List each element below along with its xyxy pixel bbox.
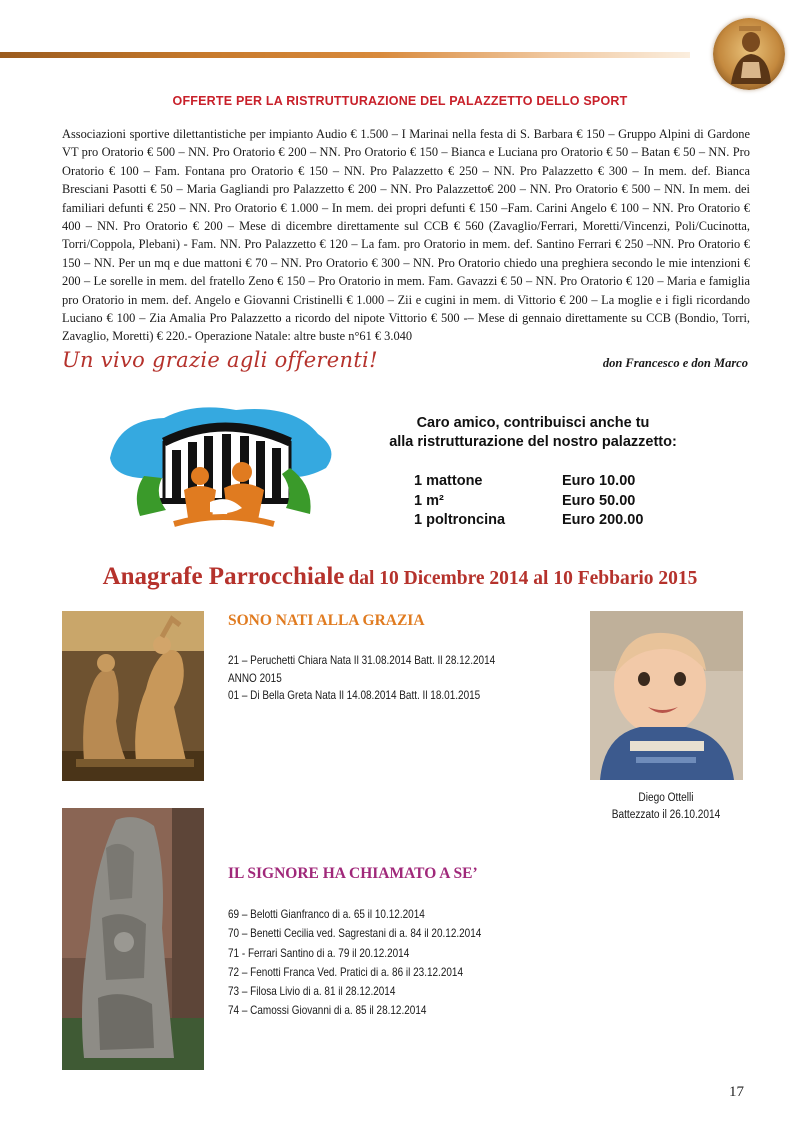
price-item-label: 1 mattone: [414, 473, 483, 489]
price-row: [414, 472, 698, 492]
list-item: 72 – Fenotti Franca Ved. Pratici di a. 86 il 23.12.2014: [228, 965, 464, 979]
list-item: 73 – Filosa Livio di a. 81 il 28.12.2014: [228, 985, 396, 999]
stone-monument-photo-icon: [62, 808, 204, 1070]
offerte-list: Associazioni sportive dilettantistiche per impianto Audio € 1.500 – I Marinai nella festa di S. Barbara € 150 – Gruppo Alpini di Gardone VT pro Oratorio € 500 – NN. Pro Oratorio € 200 – NN. Pro Oratorio € 150 – Bianca e Luciana pro Oratorio € 50 – Batan € 50 – NN. Pro Oratorio € 100 – Fam. Fontana pro Oratorio € 150 – NN. Pro Palazzetto € 250 – NN. Pro Palazzetto € 300 – In mem. def. Bianca Bresciani Pasotti € 50 – Maria Gagliandi pro Palazzetto € 200 – NN. Pro Palazzetto€ 200 – NN. Pro Oratorio € 500 – NN. In mem. dei familiari defunti € 250 – NN. Pro Oratorio € 1.000 – In mem. dei propri defunti € 150 –Fam. Carini Angelo € 100 – NN. Pro Oratorio € 400 – NN. Pro Oratorio € 200 – Mese di dicembre direttamente sul CCB € 560 (Zavaglio/Ferrari, Moretti/Vincenzi, Poli/Cucinotta, Torri/Coppola, Plebani) - Fam. NN. Pro Palazzetto € 120 – La fam. pro Oratorio in mem. def. Santino Ferrari € 250 –NN. Pro Oratorio € 150 – NN. Per un mq e due mattoni € 70 – NN. Pro Oratorio € 300 – NN. Pro Oratorio chiedo una preghiera secondo le mie intenzioni € 200 – Le sorelle in mem. del fratello Zeno € 150 – Pro Oratorio in mem. Fam. Gavazzi € 50 – NN. Pro Oratorio € 120 – Maria e famiglia pro Oratorio in mem. def. Angelo e Giovanni Cristinelli € 1.000 – Zii e cugini in mem. di Vittorio € 200 – La moglie e i figli ricordando Luciano € 100 – Zia Amalia Pro Palazzetto a ricordo del nipote Vittorio € 500 -– Mese di gennaio direttamente su CCB (Bondio, Torri, Zavaglio, Moretti) € 220.- Operazione Natale: altre buste n°61 € 3.040: [62, 127, 750, 344]
baby-caption: [587, 790, 745, 824]
list-item: ANNO 2015: [228, 671, 282, 685]
deaths-title: IL SIGNORE HA CHIAMATO A SE’: [228, 865, 478, 882]
anagrafe-title: Anagrafe Parrocchiale: [102, 563, 345, 590]
baptism-statue-photo-icon: [62, 611, 204, 781]
baby-photo-icon: [590, 611, 743, 780]
page-number: 17: [729, 1084, 744, 1100]
signature: don Francesco e don Marco: [602, 356, 748, 370]
list-item: 70 – Benetti Cecilia ved. Sagrestani di a. 84 il 20.12.2014: [228, 927, 482, 941]
baby-caption-date: Battezzato il 26.10.2014: [611, 809, 721, 821]
anagrafe-heading: [0, 563, 800, 591]
price-row: [414, 492, 698, 512]
list-item: 21 – Peruchetti Chiara Nata Il 31.08.2014 Batt. Il 28.12.2014: [228, 654, 496, 667]
deaths-list: [228, 905, 572, 1021]
price-item-value: Euro 50.00: [562, 492, 636, 509]
price-item-label: 1 m²: [414, 492, 444, 509]
thanks-message: Un vivo grazie agli offerenti!: [62, 348, 378, 372]
price-item-label: 1 poltroncina: [414, 512, 506, 528]
saint-portrait-medallion-icon: [713, 18, 785, 90]
price-item-value: Euro 200.00: [562, 512, 644, 528]
donation-heading-line2: alla ristrutturazione del nostro palazzetto:: [389, 434, 677, 450]
list-item: 69 – Belotti Gianfranco di a. 65 il 10.12.2014: [228, 908, 425, 921]
list-item: 71 - Ferrari Santino di a. 79 il 20.12.2014: [228, 946, 410, 960]
list-item: 01 – Di Bella Greta Nata Il 14.08.2014 Batt. Il 18.01.2015: [228, 689, 481, 702]
births-title: SONO NATI ALLA GRAZIA: [228, 612, 425, 629]
donation-box: [368, 414, 698, 531]
births-list: [228, 652, 589, 705]
donation-heading: [368, 414, 698, 452]
price-item-value: Euro 10.00: [562, 473, 636, 489]
list-item: 74 – Camossi Giovanni di a. 85 il 28.12.2014: [228, 1004, 427, 1018]
offerte-title: OFFERTE PER LA RISTRUTTURAZIONE DEL PALAZZETTO DELLO SPORT: [172, 94, 628, 108]
anagrafe-period: dal 10 Dicembre 2014 al 10 Febbario 2015: [348, 568, 698, 589]
palazzetto-logo-icon: [104, 398, 340, 534]
baby-caption-name: Diego Ottelli: [638, 792, 694, 804]
donation-price-list: [414, 472, 698, 531]
header-rule: [0, 52, 690, 58]
price-row: [414, 511, 698, 531]
donation-heading-line1: Caro amico, contribuisci anche tu: [416, 415, 650, 431]
